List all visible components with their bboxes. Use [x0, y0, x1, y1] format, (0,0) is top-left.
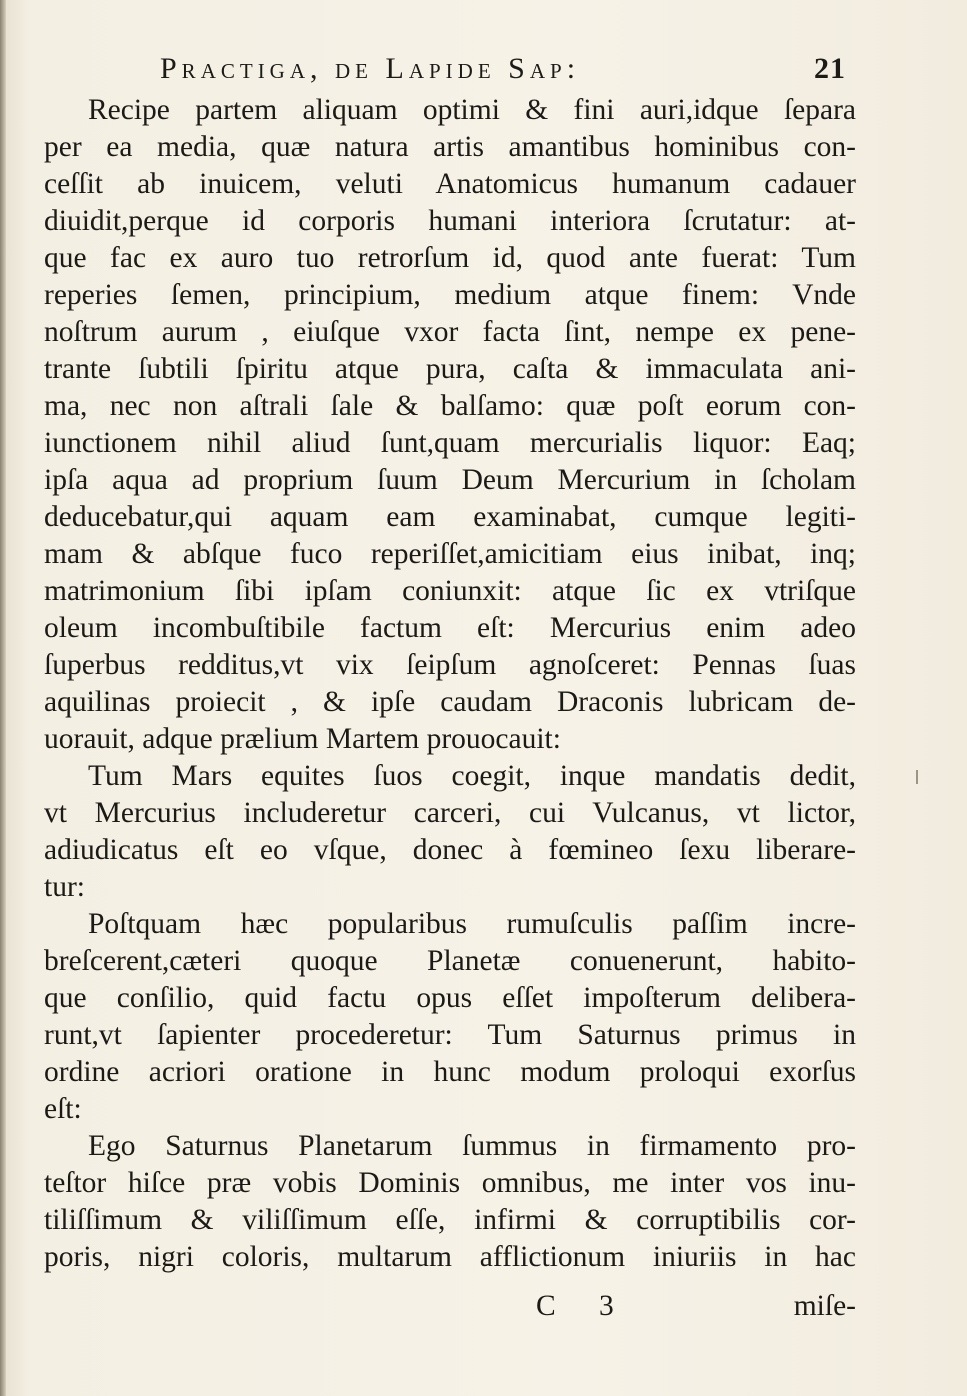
text-line: ipſa aqua ad proprium ſuum Deum Mercurium in ſcholam	[44, 464, 856, 496]
page-number: 21	[814, 52, 846, 85]
text-line: poris, nigri coloris, multarum afflictionum iniuriis in hac	[44, 1241, 856, 1273]
text-line: aquilinas proiecit , & ipſe caudam Draconis lubricam de-	[44, 686, 856, 718]
paragraph	[44, 906, 856, 1128]
text-line: que conſilio, quid factu opus eſſet impoſterum delibera-	[44, 982, 856, 1014]
paragraph	[44, 92, 856, 758]
running-head	[160, 52, 850, 92]
text-line: runt,vt ſapienter procederetur: Tum Saturnus primus in	[44, 1019, 856, 1051]
text-line: noſtrum aurum , eiuſque vxor facta ſint, nempe ex pene-	[44, 316, 856, 348]
text-line: Ego Saturnus Planetarum ſummus in firmamento pro-	[88, 1130, 856, 1162]
running-title: Practiga, de Lapide Sap:	[160, 52, 581, 85]
paragraph	[44, 1128, 856, 1276]
text-block	[44, 92, 856, 1276]
text-line: ma, nec non aſtrali ſale & balſamo: quæ poſt eorum con-	[44, 390, 856, 422]
text-line: trante ſubtili ſpiritu atque pura, caſta & immaculata ani-	[44, 353, 856, 385]
text-line: diuidit,perque id corporis humani interiora ſcrutatur: at-	[44, 205, 856, 237]
text-line: Recipe partem aliquam optimi & fini auri,idque ſepara	[88, 94, 856, 126]
text-line: reperies ſemen, principium, medium atque finem: Vnde	[44, 279, 856, 311]
text-line: mam & abſque fuco reperiſſet,amicitiam eius inibat, inq;	[44, 538, 856, 570]
paragraph	[44, 758, 856, 906]
text-line: deducebatur,qui aquam eam examinabat, cumque legiti-	[44, 501, 856, 533]
text-line: que fac ex auro tuo retrorſum id, quod ante fuerat: Tum	[44, 242, 856, 274]
margin-mark	[916, 770, 918, 784]
text-line: adiudicatus eſt eo vſque, donec à fœmineo ſexu liberare-	[44, 834, 856, 866]
catchword: miſe-	[793, 1290, 856, 1322]
text-line: Poſtquam hæc popularibus rumuſculis paſſim incre-	[88, 908, 856, 940]
text-line: uorauit, adque prælium Martem prouocauit:	[44, 723, 561, 755]
text-line: ordine acriori oratione in hunc modum proloqui exorſus	[44, 1056, 856, 1088]
text-line: vt Mercurius includeretur carceri, cui Vulcanus, vt lictor,	[44, 797, 856, 829]
text-line: teſtor hiſce præ vobis Dominis omnibus, me inter vos inu-	[44, 1167, 856, 1199]
catchline	[44, 1290, 856, 1327]
text-line: ceſſit ab inuicem, veluti Anatomicus humanum cadauer	[44, 168, 856, 200]
signature-mark: C 3	[536, 1290, 632, 1322]
binding-edge	[0, 0, 6, 1396]
text-line: Tum Mars equites ſuos coegit, inque mandatis dedit,	[88, 760, 856, 792]
text-line: tur:	[44, 871, 85, 903]
text-line: matrimonium ſibi ipſam coniunxit: atque ſic ex vtriſque	[44, 575, 856, 607]
text-line: eſt:	[44, 1093, 82, 1125]
text-line: oleum incombuſtibile factum eſt: Mercurius enim adeo	[44, 612, 856, 644]
text-line: ſuperbus redditus,vt vix ſeipſum agnoſceret: Pennas ſuas	[44, 649, 856, 681]
text-line: per ea media, quæ natura artis amantibus hominibus con-	[44, 131, 856, 163]
text-line: iunctionem nihil aliud ſunt,quam mercurialis liquor: Eaq;	[44, 427, 856, 459]
text-line: tiliſſimum & viliſſimum eſſe, infirmi & corruptibilis cor-	[44, 1204, 856, 1236]
text-line: breſcerent,cæteri quoque Planetæ conuenerunt, habito-	[44, 945, 856, 977]
